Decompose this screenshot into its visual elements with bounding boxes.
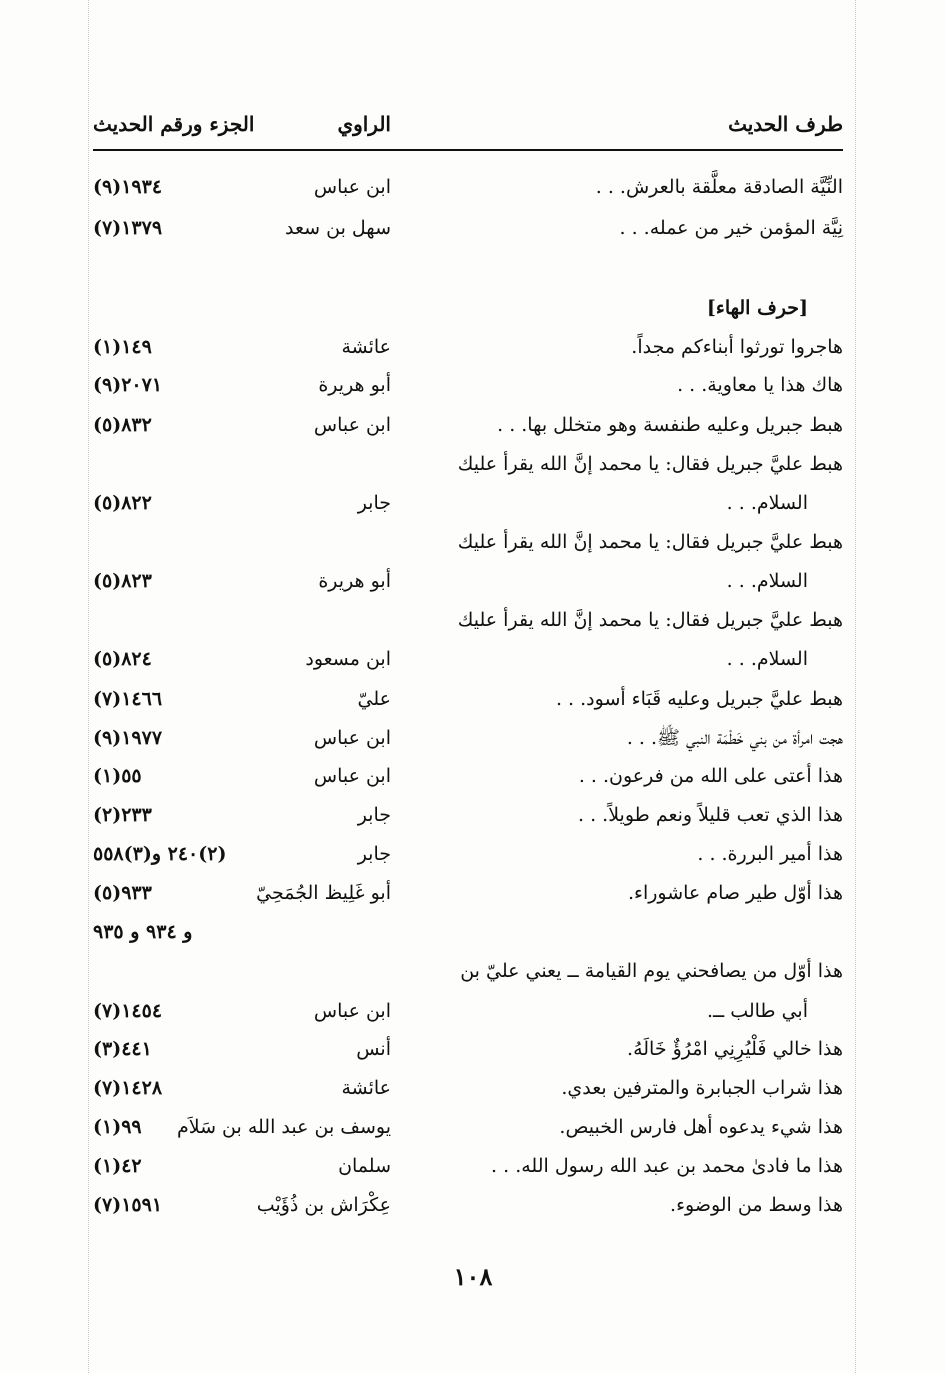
narrator: يوسف بن عبد الله بن سَلاَم (176, 1116, 391, 1138)
hadith-reference: ١٤٦٦(٧) (93, 688, 163, 710)
narrator: أبو هريرة (318, 374, 391, 396)
narrator: ابن عباس (313, 176, 391, 198)
hadith-text: هبط عليَّ جبريل وعليه قَبَاء أسود. . . (555, 688, 843, 710)
hadith-reference: ٢٣٣(٢) (93, 804, 152, 826)
hadith-text: هذا أوّل من يصافحني يوم القيامة ــ يعني عليّ بن (460, 960, 843, 982)
hadith-reference: ٤٤١(٣) (93, 1038, 152, 1060)
hadith-text-continued: السلام. . . (726, 570, 808, 592)
hadith-text: هاك هذا يا معاوية. . . (677, 374, 843, 396)
hadith-reference: ٩٩(١) (93, 1116, 142, 1138)
hadith-reference: ٥٥(١) (93, 765, 142, 787)
hadith-text: هبط جبريل وعليه طنفسة وهو متخلل بها. . . (497, 414, 843, 436)
narrator: ابن عباس (313, 1000, 391, 1022)
hadith-text: هبط عليَّ جبريل فقال: يا محمد إنَّ الله يقرأ عليك (457, 609, 843, 631)
hadith-text: هذا خالي فَلْيُرِنِي امْرُؤٌ خَالَهُ. (627, 1038, 843, 1060)
hadith-reference: ١٤٢٨(٧) (93, 1077, 163, 1099)
hadith-reference: ١٤٥٤(٧) (93, 1000, 163, 1022)
header-hadith: طرف الحديث (728, 112, 843, 136)
narrator: عائشة (341, 336, 391, 358)
hadith-text: هذا أوّل طير صام عاشوراء. (627, 882, 843, 904)
narrator: أبو غَلِيظ الجُمَحِيّ (256, 882, 391, 904)
hadith-reference: ٢٠٧١(٩) (93, 374, 163, 396)
hadith-reference: ٨٣٢(٥) (93, 414, 152, 436)
header-narrator: الراوي (337, 112, 391, 136)
hadith-reference: ١٣٧٩(٧) (93, 217, 163, 239)
hadith-reference: ١٩٣٤(٩) (93, 176, 163, 198)
hadith-text-continued: أبي طالب ــ. (706, 1000, 808, 1022)
hadith-text-continued: السلام. . . (726, 492, 808, 514)
margin-guide (88, 0, 89, 1373)
hadith-text: هذا الذي تعب قليلاً ونعم طويلاً. . . (578, 804, 843, 826)
narrator: أنس (356, 1038, 391, 1060)
hadith-text: نِيَّة المؤمن خير من عمله. . . (619, 217, 843, 239)
narrator: جابر (357, 492, 391, 514)
hadith-text: هذا ما فادىٰ محمد بن عبد الله رسول الله. . . (491, 1155, 843, 1177)
hadith-text: هجت امرأة من بني خَطْمَة النبي ﷺ. . . (626, 727, 843, 749)
hadith-reference: ١٤٩(١) (93, 336, 152, 358)
hadith-reference: ٨٢٣(٥) (93, 570, 152, 592)
page-number: ١٠٨ (453, 1262, 493, 1291)
hadith-text: هذا شراب الجبابرة والمترفين بعدي. (561, 1077, 843, 1099)
hadith-text: هذا وسط من الوضوء. (670, 1194, 843, 1216)
hadith-reference: ٨٢٢(٥) (93, 492, 152, 514)
hadith-text: النِّيَّة الصادقة معلَّقة بالعرش. . . (595, 176, 843, 198)
hadith-text: هاجروا تورثوا أبناءكم مجداً. (631, 336, 843, 358)
narrator: عليّ (357, 688, 391, 710)
narrator: ابن مسعود (305, 648, 391, 670)
hadith-reference: (٢)٢٤٠ و(٣)٥٥٨ (93, 843, 227, 865)
hadith-text: هبط عليَّ جبريل فقال: يا محمد إنَّ الله يقرأ عليك (457, 531, 843, 553)
narrator: جابر (357, 804, 391, 826)
narrator: أبو هريرة (318, 570, 391, 592)
hadith-reference: ٩٣٣(٥) (93, 882, 152, 904)
hadith-text: هذا شيء يدعوه أهل فارس الخبيص. (559, 1116, 843, 1138)
hadith-reference: ١٩٧٧(٩) (93, 727, 163, 749)
hadith-reference: ١٥٩١(٧) (93, 1194, 163, 1216)
hadith-text: هبط عليَّ جبريل فقال: يا محمد إنَّ الله يقرأ عليك (457, 453, 843, 475)
hadith-text-continued: السلام. . . (726, 648, 808, 670)
hadith-reference: ٤٢(١) (93, 1155, 142, 1177)
narrator: ابن عباس (313, 414, 391, 436)
narrator: عِكْرَاش بن ذُؤَيْب (256, 1194, 391, 1216)
header-rule (93, 149, 843, 151)
narrator: سهل بن سعد (285, 217, 391, 239)
section-heading: [حرف الهاء] (706, 297, 808, 319)
narrator: ابن عباس (313, 727, 391, 749)
narrator: ابن عباس (313, 765, 391, 787)
margin-guide (855, 0, 856, 1373)
hadith-reference-continued: و ٩٣٤ و ٩٣٥ (93, 921, 193, 943)
header-reference: الجزء ورقم الحديث (93, 112, 255, 136)
narrator: عائشة (341, 1077, 391, 1099)
narrator: جابر (357, 843, 391, 865)
hadith-text: هذا أعتى على الله من فرعون. . . (578, 765, 843, 787)
narrator: سلمان (338, 1155, 391, 1177)
hadith-reference: ٨٢٤(٥) (93, 648, 152, 670)
hadith-text: هذا أمير البررة. . . (697, 843, 843, 865)
